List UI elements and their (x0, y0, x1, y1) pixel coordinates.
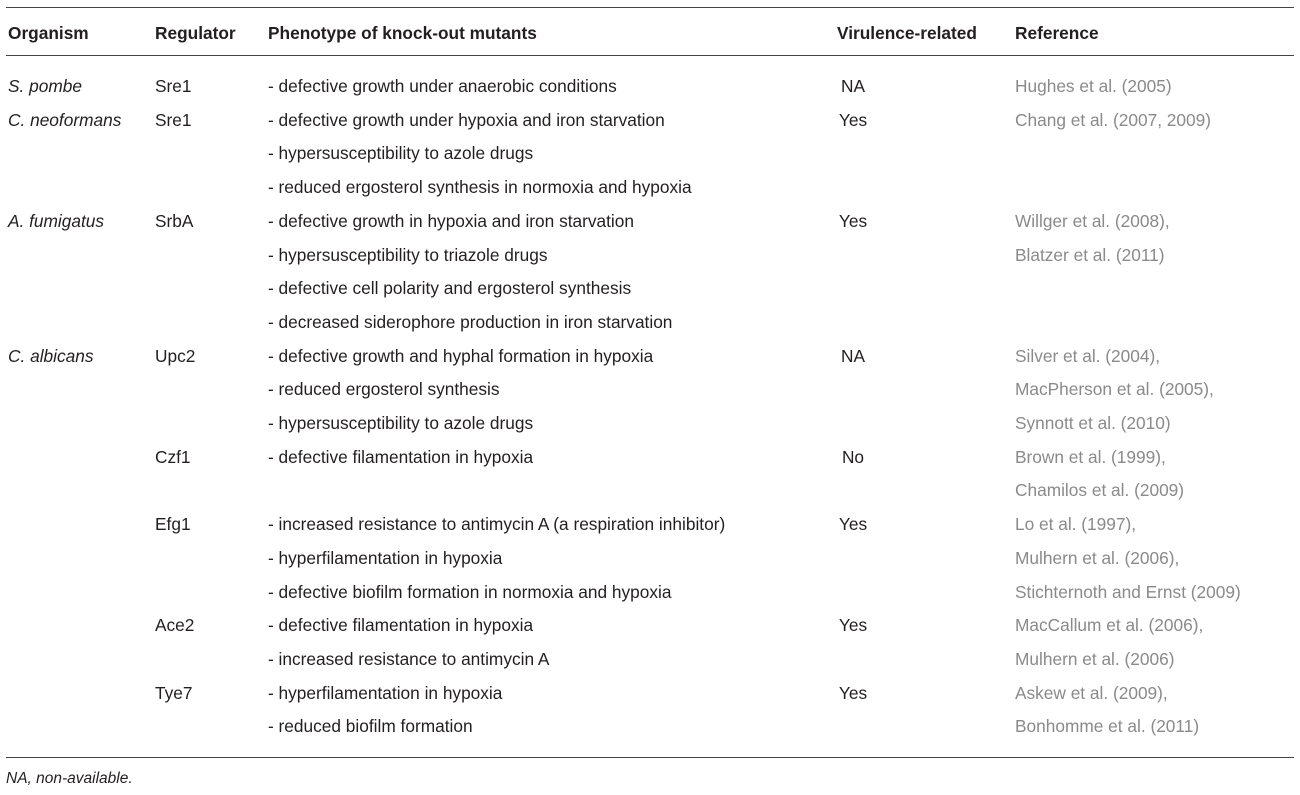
cell-reference: Synnott et al. (2010) (1015, 413, 1171, 433)
cell-phenotype: - decreased siderophore production in iron starvation (268, 311, 673, 332)
cell-regulator: SrbA (155, 210, 194, 231)
header-reference: Reference (1015, 23, 1099, 43)
cell-virulence: NA (840, 76, 866, 96)
cell-phenotype: - reduced ergosterol synthesis in normoxia and hypoxia (268, 177, 692, 198)
cell-organism: A. fumigatus (8, 210, 105, 231)
cell-phenotype: - reduced biofilm formation (268, 716, 473, 737)
cell-phenotype: - defective growth under hypoxia and iron starvation (268, 109, 665, 130)
cell-reference: MacPherson et al. (2005), (1015, 379, 1214, 400)
cell-reference: Hughes et al. (2005) (1015, 76, 1172, 96)
cell-reference: Blatzer et al. (2011) (1015, 244, 1165, 265)
cell-phenotype: - defective growth under anaerobic conditions (268, 76, 617, 96)
cell-reference: Chamilos et al. (2009) (1015, 480, 1185, 501)
cell-regulator: Efg1 (155, 514, 191, 535)
cell-virulence: Yes (838, 210, 868, 231)
cell-organism: C. albicans (8, 345, 94, 366)
cell-virulence: Yes (838, 514, 868, 535)
header-rule (6, 55, 1294, 56)
cell-reference: Chang et al. (2007, 2009) (1015, 109, 1211, 130)
cell-virulence: Yes (838, 109, 868, 130)
cell-reference: Askew et al. (2009), (1015, 682, 1168, 703)
cell-phenotype: - hyperfilamentation in hypoxia (268, 547, 503, 568)
cell-reference: Stichternoth and Ernst (2009) (1015, 581, 1241, 602)
cell-regulator: Sre1 (155, 109, 192, 130)
header-organism: Organism (8, 23, 89, 43)
cell-reference: Mulhern et al. (2006), (1015, 547, 1180, 568)
cell-organism: C. neoformans (8, 109, 122, 130)
cell-regulator: Ace2 (155, 615, 195, 636)
cell-regulator: Sre1 (155, 76, 192, 96)
cell-reference: Willger et al. (2008), (1015, 210, 1170, 231)
header-regulator: Regulator (155, 23, 236, 43)
footnote: NA, non-available. (6, 770, 133, 787)
cell-virulence: No (841, 446, 865, 467)
cell-phenotype: - defective cell polarity and ergosterol synthesis (268, 278, 632, 299)
cell-reference: MacCallum et al. (2006), (1015, 615, 1204, 636)
cell-phenotype: - reduced ergosterol synthesis (268, 379, 500, 400)
header-phenotype: Phenotype of knock-out mutants (268, 23, 537, 43)
cell-reference: Silver et al. (2004), (1015, 345, 1161, 366)
cell-reference: Bonhomme et al. (2011) (1015, 716, 1200, 737)
cell-phenotype: - defective filamentation in hypoxia (268, 615, 534, 636)
cell-regulator: Upc2 (155, 345, 196, 366)
cell-regulator: Tye7 (155, 682, 193, 703)
cell-phenotype: - increased resistance to antimycin A (268, 648, 550, 669)
header-virulence: Virulence-related (837, 23, 977, 43)
cell-reference: Mulhern et al. (2006) (1015, 648, 1175, 669)
cell-virulence: Yes (838, 615, 868, 636)
cell-reference: Lo et al. (1997), (1015, 514, 1137, 535)
top-rule (6, 7, 1294, 8)
cell-phenotype: - hyperfilamentation in hypoxia (268, 682, 503, 703)
cell-phenotype: - hypersusceptibility to azole drugs (268, 143, 534, 164)
cell-virulence: Yes (838, 682, 868, 703)
cell-phenotype: - increased resistance to antimycin A (a respiration inhibitor) (268, 514, 726, 535)
cell-organism: S. pombe (8, 76, 82, 96)
cell-phenotype: - defective growth in hypoxia and iron starvation (268, 210, 634, 231)
cell-phenotype: - hypersusceptibility to azole drugs (268, 413, 534, 433)
cell-regulator: Czf1 (155, 446, 191, 467)
bottom-rule (6, 757, 1294, 758)
cell-virulence: NA (840, 345, 866, 366)
cell-phenotype: - defective filamentation in hypoxia (268, 446, 534, 467)
cell-reference: Brown et al. (1999), (1015, 446, 1166, 467)
cell-phenotype: - defective biofilm formation in normoxia and hypoxia (268, 581, 672, 602)
cell-phenotype: - defective growth and hyphal formation in hypoxia (268, 345, 654, 366)
cell-phenotype: - hypersusceptibility to triazole drugs (268, 244, 548, 265)
